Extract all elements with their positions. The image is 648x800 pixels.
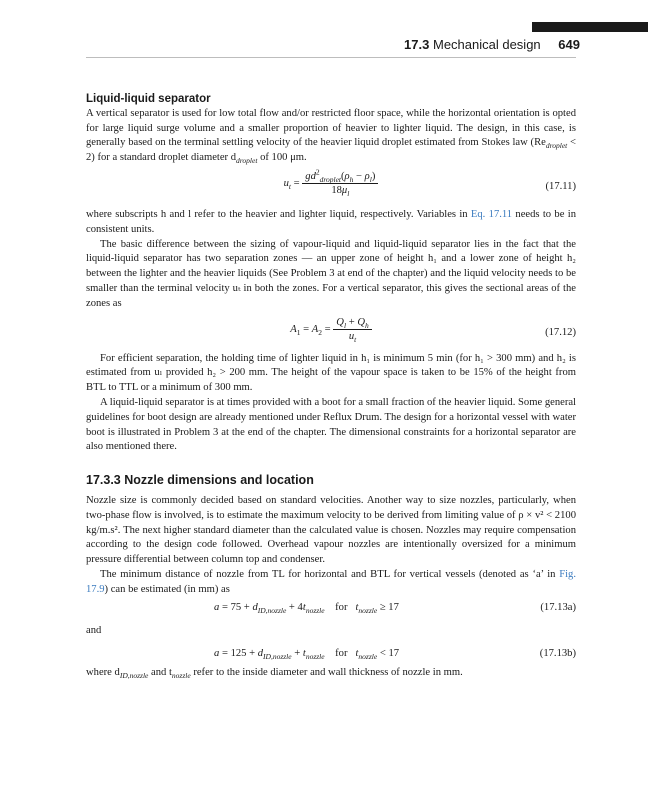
equation-number: (17.13a): [540, 601, 576, 613]
paragraph-holding-time: For efficient separation, the holding time of lighter liquid in h₁ is minimum 5 min (for h₁ > 300 mm) and h₂ is estimated from uₗ provided h₂ > 200 mm. The height of the vapour space is taken to be 15% of the height from BTL to TTL or a minimum of 300 mm.: [86, 352, 576, 394]
equation-link[interactable]: Eq. 17.11: [470, 208, 513, 220]
equation-17-13b: $a = 125 + d_{ID,nozzle} + t_{nozzle}$ for $t_{nozzle} < 17$ (17.13b): [214, 648, 576, 662]
paragraph-boot: A liquid-liquid separator is at times provided with a boot for a small fraction of the heavier liquid. Some general guidelines for boot design are already mentioned under Reflux Drum. The design for a horizontal vessel with water boot is illustrated in Problem 3 at the end of the chapter. The dimensional constraints for a horizontal separator are also mentioned there.: [86, 396, 576, 453]
header-rule: [86, 57, 576, 58]
equation-17-13a: $a = 75 + d_{ID,nozzle} + 4t_{nozzle}$ for $t_{nozzle} \ge 17$ (17.13a): [214, 601, 576, 615]
paragraph-intro: A vertical separator is used for low total flow and/or restricted floor space, while the horizontal orientation is opted for large liquid surge volume and a smaller proportion of heavier to lighter liquid. The design, in this case, is generally based on the terminal settling velocity of the heavier liquid droplet estimated from Stokes law $(Re_{droplet} < 2)$ for a standard droplet diameter $d_{droplet}$ of 100 μm.: [86, 107, 576, 166]
equation-number: (17.12): [545, 326, 576, 338]
header-bar: [532, 22, 648, 32]
page-body: [86, 92, 576, 681]
section-heading: 17.3.3 Nozzle dimensions and location: [86, 473, 314, 488]
equation-17-12: $A_1 = A_2$ = $\frac{Q_l + Q_h}{u_t}$ (17.12): [290, 316, 576, 344]
figure-link[interactable]: Fig. 17.9: [86, 568, 576, 595]
equation-17-11: $u_t$ = $\frac{gd^2_{droplet}(\rho_h - \rho_l)}{18\mu_l}$ (17.11): [283, 167, 576, 199]
paragraph-nozzle-distance: The minimum distance of nozzle from TL for horizontal and BTL for vertical vessels (denoted as ‘a’ in Fig. 17.9) can be estimated (in mm) as: [86, 568, 576, 595]
subsection-heading: Liquid-liquid separator: [86, 93, 211, 105]
running-head: [404, 37, 580, 52]
section-number: 17.3: [404, 37, 430, 52]
page-number: 649: [558, 37, 580, 52]
paragraph-where: where $d_{ID,nozzle}$ and $t_{nozzle}$ refer to the inside diameter and wall thickness of nozzle in mm.: [86, 667, 463, 681]
paragraph-zones: The basic difference between the sizing of vapour-liquid and liquid-liquid separator lies in the fact that the liquid-liquid separator has two separation zones — an upper zone of height h₁ and a lower zone of height h₂ between the lighter and the heavier liquids (See Problem 3 at end of the chapter) and the liquid velocity needs to be smaller than the terminal velocity uₜ in both the zones. For a vertical separator, this gives the sectional areas of the zones as: [86, 238, 576, 309]
equation-number: (17.13b): [539, 648, 576, 660]
paragraph-nozzle-size: Nozzle size is commonly decided based on standard velocities. Another way to size nozzles, particularly, when two-phase flow is involved, is to estimate the maximum velocity to be derived from limiting value of ρ × v² < 2100 kg/m.s². The next higher standard diameter than the calculated value is chosen. Nozzles may require compensation according to the design code followed. Overhead vapour nozzles are intentionally oversized for a minimum pressure differential between column top and condenser.: [86, 494, 576, 566]
equation-number: (17.11): [545, 180, 576, 192]
paragraph-variables: where subscripts h and l refer to the heavier and lighter liquid, respectively. Variables in Eq. 17.11 needs to be in consistent units.: [86, 208, 576, 235]
and-word: and: [86, 624, 102, 636]
section-title: Mechanical design: [432, 37, 541, 52]
